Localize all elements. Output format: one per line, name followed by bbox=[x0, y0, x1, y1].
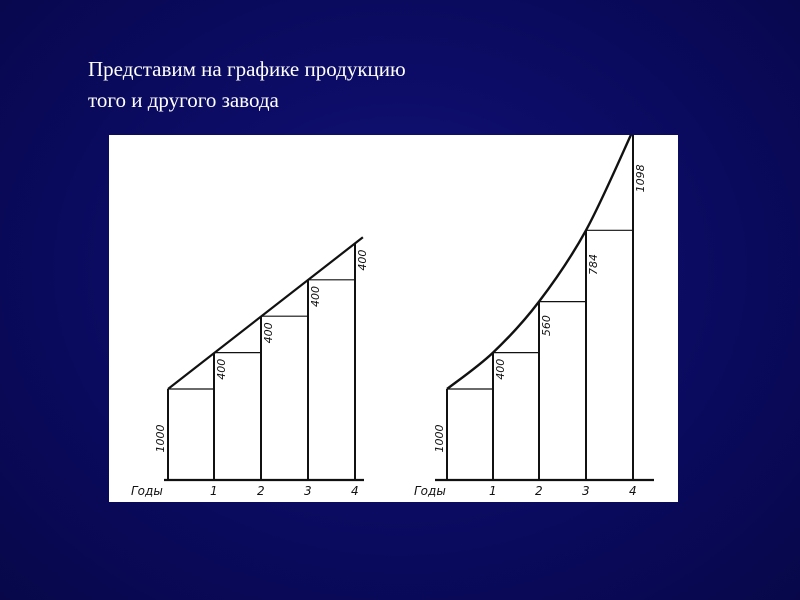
x-tick-label-2-2: 2 bbox=[535, 484, 543, 498]
x-tick-label-2-1: 1 bbox=[489, 484, 497, 498]
increment-label-1-1: 400 bbox=[215, 358, 228, 380]
x-tick-label-1-1: 1 bbox=[210, 484, 218, 498]
increment-label-2-1: 400 bbox=[494, 358, 507, 380]
base-value-label-1: 1000 bbox=[154, 424, 167, 453]
x-tick-label-1-4: 4 bbox=[351, 484, 359, 498]
x-axis-label-2: Годы bbox=[414, 484, 446, 498]
base-value-label-2: 1000 bbox=[433, 424, 446, 453]
slide-title-line-2: того и другого завода bbox=[88, 88, 279, 112]
increment-label-2-3: 784 bbox=[587, 253, 600, 275]
charts-svg bbox=[109, 135, 678, 502]
growth-line-1 bbox=[168, 237, 363, 389]
increment-label-1-4: 400 bbox=[356, 249, 369, 271]
slide-title bbox=[88, 54, 406, 116]
figure-panel bbox=[109, 135, 678, 502]
increment-label-1-3: 400 bbox=[309, 286, 322, 307]
x-tick-label-2-4: 4 bbox=[629, 484, 637, 498]
increment-label-1-2: 400 bbox=[262, 322, 275, 344]
x-tick-label-2-3: 3 bbox=[582, 484, 590, 498]
x-tick-label-1-3: 3 bbox=[304, 484, 312, 498]
x-axis-label-1: Годы bbox=[131, 484, 163, 498]
increment-label-2-4: 1098 bbox=[634, 164, 647, 193]
increment-label-2-2: 560 bbox=[540, 315, 553, 337]
x-tick-label-1-2: 2 bbox=[257, 484, 265, 498]
slide-title-line-1: Представим на графике продукцию bbox=[88, 57, 406, 81]
